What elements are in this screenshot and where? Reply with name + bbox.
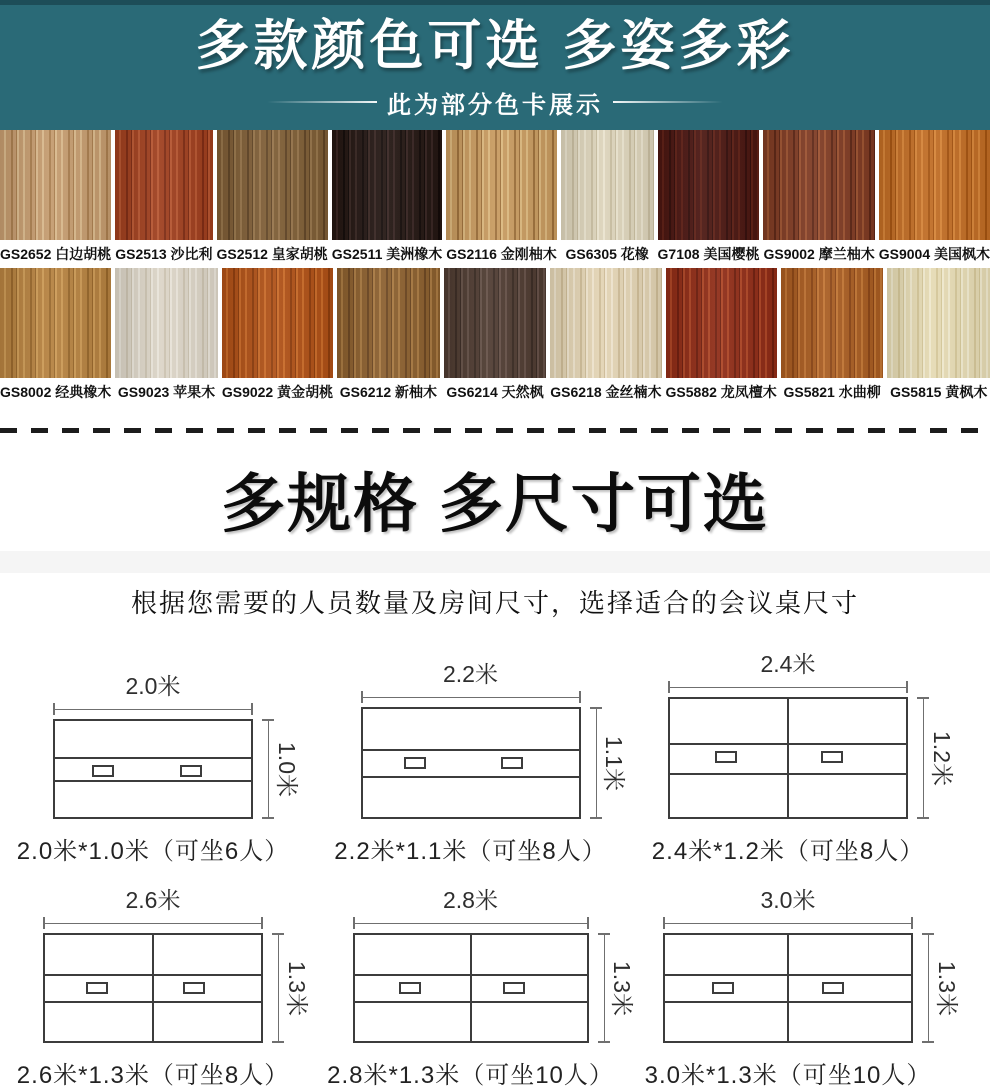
width-dimension-label: 2.6米 (125, 887, 181, 913)
wood-texture (550, 268, 661, 378)
section-subheading: 根据您需要的人员数量及房间尺寸，选择适合的会议桌尺寸 (130, 588, 859, 618)
swatch-label: GS2512 皇家胡桃 (216, 246, 328, 262)
dimension-line-horizontal (361, 691, 581, 703)
diagram-caption: 2.0米*1.0米（可坐6人） (16, 838, 290, 865)
width-dimension-label: 3.0米 (760, 887, 816, 913)
wood-texture (444, 268, 547, 378)
color-swatch (781, 268, 884, 406)
dimension-line-horizontal (668, 681, 908, 693)
grommet-icon (86, 982, 108, 994)
diagram-caption: 2.6米*1.3米（可坐8人） (16, 1062, 290, 1089)
swatch-label: GS2513 沙比利 (115, 246, 213, 262)
diagram-row-1 (16, 646, 970, 866)
diagram-caption: 3.0米*1.3米（可坐10人） (644, 1062, 932, 1089)
banner (0, 0, 990, 130)
swatch-label: GS9002 摩兰柚木 (763, 246, 875, 262)
width-dimension-label: 2.0米 (125, 673, 181, 699)
color-swatch (115, 130, 212, 268)
swatch-label: GS5882 龙凤檀木 (665, 384, 777, 400)
color-swatch (222, 268, 333, 406)
table-size-diagram-3.0m (644, 882, 962, 1090)
swatch-label: GS6212 新柚木 (339, 384, 438, 400)
color-swatch (332, 130, 443, 268)
diagram-caption: 2.4米*1.2米（可坐8人） (651, 838, 925, 865)
height-dimension-label: 1.3米 (609, 960, 636, 1016)
swatch-label: GS2652 白边胡桃 (0, 246, 112, 262)
table-size-diagram-2.0m (16, 668, 302, 866)
swatch-label: GS2511 美洲橡木 (331, 246, 443, 262)
wood-texture (332, 130, 443, 240)
color-swatch (561, 130, 654, 268)
color-swatch (217, 130, 328, 268)
grommet-icon (180, 765, 202, 777)
swatch-label: GS2116 金刚柚木 (446, 246, 557, 262)
dimension-line-horizontal (663, 917, 913, 929)
swatch-row-2 (0, 268, 990, 406)
table-size-diagram-2.4m (651, 646, 957, 866)
banner-subtitle-row (267, 85, 723, 120)
grommet-icon (821, 751, 843, 763)
wood-texture (0, 130, 111, 240)
height-dimension-label: 1.3米 (283, 960, 310, 1016)
diagram-row-2 (16, 882, 970, 1090)
grommet-icon (399, 982, 421, 994)
dimension-line-horizontal (353, 917, 589, 929)
table-center-divider (787, 699, 789, 817)
swatch-label: GS5821 水曲柳 (783, 384, 881, 400)
height-dimension-label: 1.3米 (933, 960, 960, 1016)
height-dimension-label: 1.0米 (273, 741, 300, 797)
table-center-divider (152, 935, 154, 1041)
wood-texture (115, 130, 212, 240)
grommet-icon (404, 757, 426, 769)
color-swatch (444, 268, 547, 406)
table-top-view (361, 707, 581, 819)
color-swatch (763, 130, 874, 268)
banner-title: 多款颜色可选 多姿多彩 (195, 16, 795, 77)
diagram-caption: 2.8米*1.3米（可坐10人） (327, 1062, 614, 1089)
decorative-line-right (613, 101, 723, 103)
table-top-view (663, 933, 913, 1043)
width-dimension-label: 2.8米 (443, 887, 498, 913)
color-swatch (666, 268, 777, 406)
wood-texture (217, 130, 328, 240)
wood-texture (561, 130, 654, 240)
wood-texture (763, 130, 874, 240)
height-dimension-label: 1.2米 (928, 730, 955, 786)
table-middle-band (55, 757, 251, 783)
heading-underband (0, 551, 990, 573)
color-swatch (0, 268, 111, 406)
height-dimension-label: 1.1米 (601, 735, 628, 791)
color-swatch (879, 130, 990, 268)
table-top-view (668, 697, 908, 819)
wood-texture (337, 268, 440, 378)
swatch-row-1 (0, 130, 990, 268)
wood-texture (666, 268, 777, 378)
table-top-view (43, 933, 263, 1043)
decorative-line-left (267, 101, 377, 103)
swatch-label: GS9022 黄金胡桃 (221, 384, 334, 400)
swatch-label: GS6218 金丝楠木 (550, 384, 662, 400)
color-swatch (887, 268, 990, 406)
swatch-label: GS9004 美国枫木 (878, 246, 990, 262)
color-swatch (337, 268, 440, 406)
wood-texture (0, 268, 111, 378)
wood-texture (658, 130, 760, 240)
table-size-diagram-2.2m (334, 656, 630, 866)
swatch-label: GS6305 花橡 (565, 246, 649, 262)
color-swatch (446, 130, 557, 268)
color-swatch (658, 130, 760, 268)
section-heading: 多规格 多尺寸可选 (221, 468, 769, 540)
swatch-label: GS8002 经典橡木 (0, 384, 112, 400)
diagram-caption: 2.2米*1.1米（可坐8人） (334, 838, 607, 865)
dimension-line-horizontal (43, 917, 263, 929)
grommet-icon (503, 982, 525, 994)
dimension-line-horizontal (53, 703, 253, 715)
swatch-label: GS6214 天然枫 (446, 384, 544, 400)
width-dimension-label: 2.2米 (443, 661, 498, 687)
color-swatch (115, 268, 218, 406)
grommet-icon (183, 982, 205, 994)
grommet-icon (712, 982, 734, 994)
grommet-icon (822, 982, 844, 994)
wood-texture (879, 130, 990, 240)
grommet-icon (501, 757, 523, 769)
table-top-view (53, 719, 253, 819)
width-dimension-label: 2.4米 (760, 651, 816, 677)
wood-texture (222, 268, 333, 378)
banner-subtitle: 此为部分色卡展示 (387, 91, 603, 119)
grommet-icon (92, 765, 114, 777)
wood-texture (887, 268, 990, 378)
wood-texture (781, 268, 884, 378)
wood-texture (446, 130, 557, 240)
wood-texture (115, 268, 218, 378)
table-size-diagram-2.6m (16, 882, 312, 1090)
table-size-diagram-2.8m (327, 882, 638, 1090)
dashed-divider (0, 428, 990, 433)
table-center-divider (470, 935, 472, 1041)
table-middle-band (363, 749, 579, 778)
color-swatch (0, 130, 111, 268)
table-center-divider (787, 935, 789, 1041)
color-swatch (550, 268, 661, 406)
swatch-label: GS5815 黄枫木 (890, 384, 988, 400)
grommet-icon (715, 751, 737, 763)
swatch-label: G7108 美国樱桃 (657, 246, 760, 262)
table-top-view (353, 933, 589, 1043)
swatch-label: GS9023 苹果木 (117, 384, 216, 400)
